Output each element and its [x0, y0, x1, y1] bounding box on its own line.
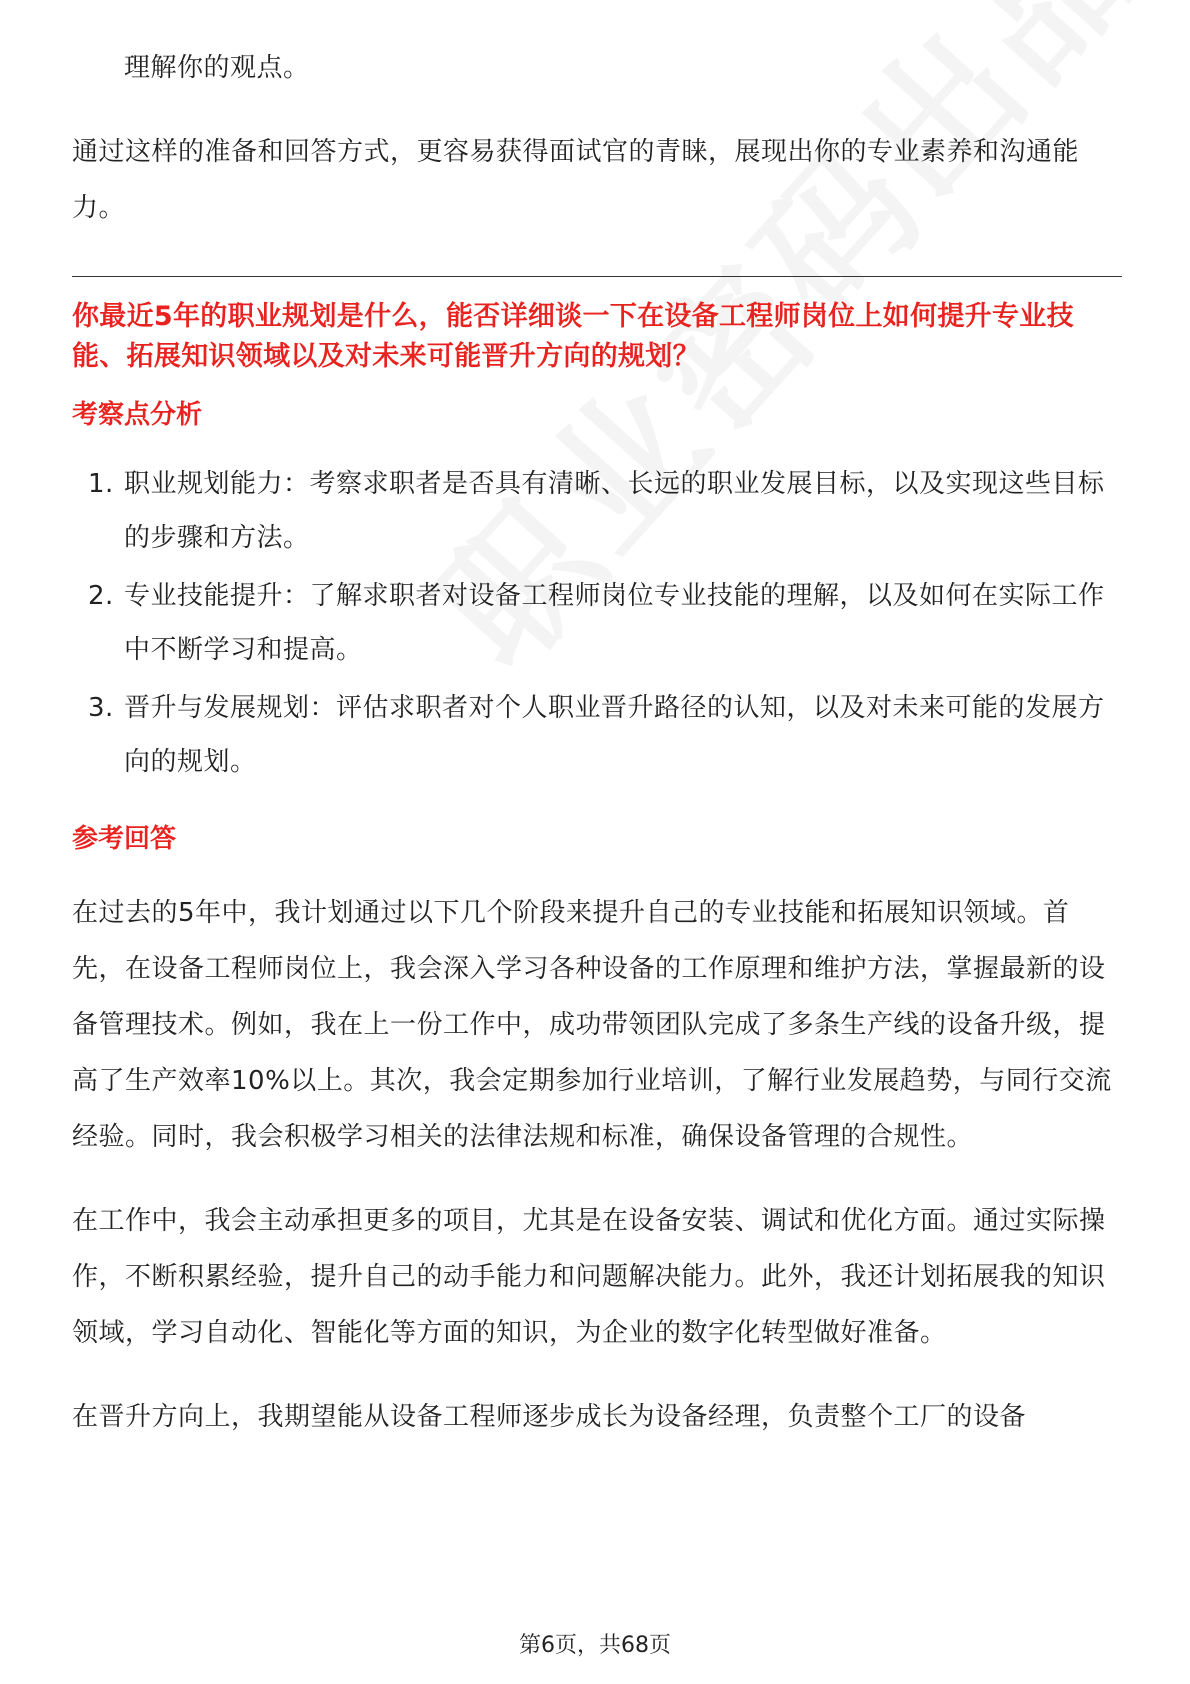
answer-heading: 参考回答: [72, 824, 177, 854]
list-item: [72, 569, 1122, 677]
analysis-points-list: [72, 457, 1122, 789]
page-number: 第6页，共68页: [519, 1633, 671, 1658]
list-number: 3.: [88, 693, 114, 723]
answer-paragraph: 在工作中，我会主动承担更多的项目，尤其是在设备安装、调试和优化方面。通过实际操作，不断积累经验，提升自己的动手能力和问题解决能力。此外，我还计划拓展我的知识领域，学习自动化、智能化等方面的知识，为企业的数字化转型做好准备。: [72, 1206, 1106, 1348]
list-number: 2.: [88, 581, 114, 611]
list-number: 1.: [88, 469, 114, 499]
interview-question: 你最近5年的职业规划是什么，能否详细谈一下在设备工程师岗位上如何提升专业技能、拓展知识领域以及对未来可能晋升方向的规划？: [72, 301, 1074, 372]
list-item: [72, 681, 1122, 789]
analysis-heading: 考察点分析: [72, 400, 203, 430]
page-content: [72, 40, 1122, 1445]
answer-body: [72, 885, 1122, 1445]
answer-paragraph: 在晋升方向上，我期望能从设备工程师逐步成长为设备经理，负责整个工厂的设备: [72, 1402, 1027, 1432]
answer-paragraph: 在过去的5年中，我计划通过以下几个阶段来提升自己的专业技能和拓展知识领域。首先，在设备工程师岗位上，我会深入学习各种设备的工作原理和维护方法，掌握最新的设备管理技术。例如，我在上一份工作中，成功带领团队完成了多条生产线的设备升级，提高了生产效率10%以上。其次，我会定期参加行业培训，了解行业发展趋势，与同行交流经验。同时，我会积极学习相关的法律法规和标准，确保设备管理的合规性。: [72, 898, 1112, 1152]
closing-paragraph: 通过这样的准备和回答方式，更容易获得面试官的青睐，展现出你的专业素养和沟通能力。: [72, 137, 1080, 223]
list-item-text: 专业技能提升：了解求职者对设备工程师岗位专业技能的理解，以及如何在实际工作中不断学习和提高。: [124, 581, 1105, 665]
list-item-text: 晋升与发展规划：评估求职者对个人职业晋升路径的认知，以及对未来可能的发展方向的规划。: [124, 693, 1105, 777]
section-divider: [72, 276, 1122, 277]
list-item: [72, 457, 1122, 565]
continued-list-text: 理解你的观点。: [124, 53, 310, 83]
list-item-text: 职业规划能力：考察求职者是否具有清晰、长远的职业发展目标，以及实现这些目标的步骤和方法。: [124, 469, 1105, 553]
